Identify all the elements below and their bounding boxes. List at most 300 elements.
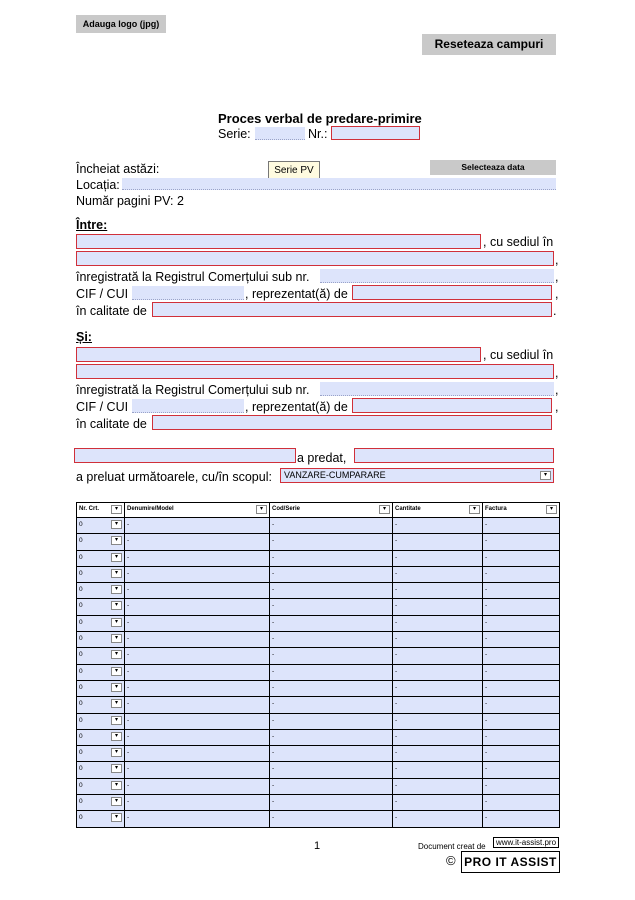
cell-value: - bbox=[272, 667, 275, 675]
table-row bbox=[77, 729, 560, 745]
cell-value: - bbox=[127, 586, 130, 594]
cell-factura[interactable] bbox=[483, 566, 560, 582]
header-cantitate[interactable] bbox=[393, 503, 483, 518]
cell-cod-serie[interactable] bbox=[270, 583, 393, 599]
chevron-down-icon[interactable]: ▾ bbox=[111, 634, 122, 643]
cell-value: - bbox=[485, 781, 488, 789]
table-row bbox=[77, 550, 560, 566]
add-logo-button[interactable]: Adauga logo (jpg) bbox=[76, 15, 166, 33]
party2-reprezentant-field[interactable] bbox=[352, 398, 552, 413]
cell-cod-serie[interactable] bbox=[270, 615, 393, 631]
nr-label: Nr.: bbox=[308, 127, 328, 141]
locatia-label: Locația: bbox=[76, 178, 120, 192]
cell-value: - bbox=[127, 749, 130, 757]
party1-cif-label: CIF / CUI bbox=[76, 287, 129, 301]
chevron-down-icon[interactable]: ▾ bbox=[111, 505, 122, 514]
cell-value: - bbox=[485, 814, 488, 822]
cell-denumire[interactable] bbox=[125, 746, 270, 762]
cell-cantitate[interactable] bbox=[393, 697, 483, 713]
reset-fields-button[interactable]: Reseteaza campuri bbox=[422, 34, 556, 55]
cell-value: - bbox=[395, 521, 398, 528]
table-row bbox=[77, 518, 560, 534]
party1-calitate-field[interactable] bbox=[152, 302, 552, 317]
cell-factura[interactable] bbox=[483, 664, 560, 680]
chevron-down-icon[interactable]: ▾ bbox=[546, 505, 557, 514]
cell-value: 0 bbox=[79, 667, 83, 675]
serie-pv-tooltip: Serie PV bbox=[268, 161, 320, 180]
cell-value: - bbox=[395, 700, 398, 708]
cell-denumire[interactable] bbox=[125, 729, 270, 745]
cell-value: - bbox=[395, 814, 398, 822]
cell-factura[interactable] bbox=[483, 746, 560, 762]
cell-value: - bbox=[127, 765, 130, 773]
select-date-button[interactable]: Selecteaza data bbox=[430, 160, 556, 175]
party2-reprezentat-label: , reprezentat(ă) de bbox=[245, 400, 348, 414]
cell-value: - bbox=[395, 667, 398, 675]
cell-cod-serie[interactable] bbox=[270, 729, 393, 745]
cell-denumire[interactable] bbox=[125, 811, 270, 827]
cell-factura[interactable] bbox=[483, 713, 560, 729]
cell-value: - bbox=[272, 781, 275, 789]
cell-value: - bbox=[395, 781, 398, 789]
cell-value: - bbox=[485, 553, 488, 561]
cell-factura[interactable] bbox=[483, 599, 560, 615]
cell-cod-serie[interactable] bbox=[270, 795, 393, 811]
chevron-down-icon[interactable]: ▾ bbox=[379, 505, 390, 514]
cell-value: 0 bbox=[79, 586, 83, 594]
cell-cod-serie[interactable] bbox=[270, 648, 393, 664]
table-row bbox=[77, 680, 560, 696]
cell-value: - bbox=[272, 618, 275, 626]
cell-cantitate[interactable] bbox=[393, 599, 483, 615]
cell-denumire[interactable] bbox=[125, 664, 270, 680]
cell-value: - bbox=[127, 602, 130, 610]
cell-denumire[interactable] bbox=[125, 713, 270, 729]
party1-reprezentant-comma: , bbox=[555, 287, 559, 301]
chevron-down-icon[interactable]: ▾ bbox=[111, 716, 122, 725]
party2-name-field[interactable] bbox=[76, 347, 481, 362]
cell-value: 0 bbox=[79, 732, 83, 740]
party2-cif-label: CIF / CUI bbox=[76, 400, 129, 414]
cell-value: 0 bbox=[79, 635, 83, 643]
cell-nr-crt[interactable] bbox=[77, 746, 125, 762]
cell-value: - bbox=[272, 749, 275, 757]
cell-cantitate[interactable] bbox=[393, 811, 483, 827]
cell-value: - bbox=[127, 667, 130, 675]
header-label: Denumire/Model bbox=[127, 506, 174, 512]
party2-sediu-label: , cu sediul în bbox=[483, 348, 554, 362]
cell-cantitate[interactable] bbox=[393, 632, 483, 648]
cell-value: - bbox=[485, 537, 488, 545]
cell-value: - bbox=[395, 651, 398, 659]
cell-value: - bbox=[395, 569, 398, 577]
table-row bbox=[77, 811, 560, 827]
cell-factura[interactable] bbox=[483, 550, 560, 566]
si-heading: Și: bbox=[76, 330, 92, 344]
cell-factura[interactable] bbox=[483, 615, 560, 631]
cell-value: - bbox=[127, 798, 130, 806]
party1-reprezentant-field[interactable] bbox=[352, 285, 552, 300]
cell-cantitate[interactable] bbox=[393, 713, 483, 729]
chevron-down-icon[interactable]: ▾ bbox=[111, 781, 122, 790]
serie-field[interactable] bbox=[255, 127, 305, 140]
cell-value: - bbox=[485, 586, 488, 594]
chevron-down-icon[interactable]: ▾ bbox=[111, 536, 122, 545]
cell-value: 0 bbox=[79, 602, 83, 610]
cell-value: - bbox=[395, 586, 398, 594]
cell-value: 0 bbox=[79, 651, 83, 659]
cell-value: - bbox=[485, 765, 488, 773]
chevron-down-icon[interactable]: ▾ bbox=[111, 618, 122, 627]
cell-nr-crt[interactable] bbox=[77, 729, 125, 745]
chevron-down-icon[interactable]: ▾ bbox=[111, 667, 122, 676]
cell-value: 0 bbox=[79, 716, 83, 724]
party1-sediu-label: , cu sediul în bbox=[483, 235, 554, 249]
cell-factura[interactable] bbox=[483, 697, 560, 713]
cell-value: - bbox=[127, 700, 130, 708]
preluat-label: a preluat următoarele, cu/în scopul: bbox=[76, 470, 272, 484]
cell-value: - bbox=[127, 683, 130, 691]
cell-nr-crt[interactable] bbox=[77, 583, 125, 599]
chevron-down-icon[interactable]: ▾ bbox=[256, 505, 267, 514]
party1-calitate-dot: . bbox=[553, 304, 557, 318]
cell-factura[interactable] bbox=[483, 795, 560, 811]
cell-cantitate[interactable] bbox=[393, 746, 483, 762]
cell-value: - bbox=[127, 635, 130, 643]
chevron-down-icon[interactable]: ▾ bbox=[111, 797, 122, 806]
cell-nr-crt[interactable] bbox=[77, 664, 125, 680]
cell-denumire[interactable] bbox=[125, 566, 270, 582]
cell-value: - bbox=[395, 716, 398, 724]
cell-cod-serie[interactable] bbox=[270, 566, 393, 582]
cell-value: 0 bbox=[79, 700, 83, 708]
party2-cif-field[interactable] bbox=[132, 399, 244, 413]
items-table bbox=[76, 502, 560, 828]
cell-nr-crt[interactable] bbox=[77, 566, 125, 582]
cell-cantitate[interactable] bbox=[393, 778, 483, 794]
header-nr-crt[interactable] bbox=[77, 503, 125, 518]
cell-denumire[interactable] bbox=[125, 534, 270, 550]
cell-value: 0 bbox=[79, 537, 83, 545]
cell-denumire[interactable] bbox=[125, 795, 270, 811]
cell-value: - bbox=[127, 553, 130, 561]
cell-value: - bbox=[395, 765, 398, 773]
cell-factura[interactable] bbox=[483, 762, 560, 778]
cell-value: 0 bbox=[79, 765, 83, 773]
party1-address-comma: , bbox=[555, 253, 559, 267]
cell-denumire[interactable] bbox=[125, 599, 270, 615]
table-row bbox=[77, 632, 560, 648]
party2-reprezentant-comma: , bbox=[555, 400, 559, 414]
pro-it-assist-logo: PRO IT ASSIST bbox=[461, 851, 560, 873]
chevron-down-icon[interactable]: ▾ bbox=[111, 569, 122, 578]
cell-factura[interactable] bbox=[483, 632, 560, 648]
cell-value: - bbox=[485, 732, 488, 740]
party1-address-field[interactable] bbox=[76, 251, 554, 266]
header-label: Factura bbox=[485, 506, 507, 512]
cell-value: 0 bbox=[79, 781, 83, 789]
cell-cod-serie[interactable] bbox=[270, 550, 393, 566]
cell-value: - bbox=[485, 700, 488, 708]
page-number: 1 bbox=[314, 840, 321, 852]
party1-calitate-label: în calitate de bbox=[76, 304, 147, 318]
cell-value: - bbox=[395, 732, 398, 740]
cell-cantitate[interactable] bbox=[393, 583, 483, 599]
cell-value: - bbox=[485, 521, 488, 528]
cell-value: - bbox=[485, 749, 488, 757]
cell-value: - bbox=[272, 553, 275, 561]
cell-cod-serie[interactable] bbox=[270, 762, 393, 778]
pagini-label: Număr pagini PV: 2 bbox=[76, 194, 184, 208]
predat-label: a predat, bbox=[297, 451, 347, 465]
party1-cif-field[interactable] bbox=[132, 286, 244, 300]
cell-value: - bbox=[395, 798, 398, 806]
cell-factura[interactable] bbox=[483, 811, 560, 827]
cell-factura[interactable] bbox=[483, 729, 560, 745]
cell-denumire[interactable] bbox=[125, 648, 270, 664]
chevron-down-icon[interactable]: ▾ bbox=[111, 520, 122, 529]
cell-value: 0 bbox=[79, 618, 83, 626]
cell-cod-serie[interactable] bbox=[270, 746, 393, 762]
cell-cantitate[interactable] bbox=[393, 762, 483, 778]
table-header-row bbox=[77, 503, 560, 518]
chevron-down-icon[interactable]: ▾ bbox=[111, 553, 122, 562]
table-row bbox=[77, 583, 560, 599]
cell-value: - bbox=[272, 683, 275, 691]
table-row bbox=[77, 746, 560, 762]
cell-value: - bbox=[485, 618, 488, 626]
cell-cantitate[interactable] bbox=[393, 680, 483, 696]
cell-cantitate[interactable] bbox=[393, 795, 483, 811]
cell-cantitate[interactable] bbox=[393, 550, 483, 566]
cell-factura[interactable] bbox=[483, 778, 560, 794]
cell-value: - bbox=[272, 716, 275, 724]
table-row bbox=[77, 664, 560, 680]
party2-address-field[interactable] bbox=[76, 364, 554, 379]
created-by-label: Document creat de bbox=[418, 842, 486, 851]
cell-denumire[interactable] bbox=[125, 762, 270, 778]
cell-value: - bbox=[272, 586, 275, 594]
cell-denumire[interactable] bbox=[125, 632, 270, 648]
cell-value: - bbox=[127, 618, 130, 626]
party1-name-field[interactable] bbox=[76, 234, 481, 249]
cell-value: - bbox=[395, 602, 398, 610]
party2-registru-field[interactable] bbox=[320, 382, 554, 396]
cell-value: 0 bbox=[79, 814, 83, 822]
party2-registru-comma: , bbox=[555, 383, 559, 397]
cell-value: - bbox=[272, 569, 275, 577]
cell-nr-crt[interactable] bbox=[77, 778, 125, 794]
chevron-down-icon[interactable]: ▾ bbox=[111, 748, 122, 757]
cell-value: - bbox=[395, 635, 398, 643]
table-row bbox=[77, 648, 560, 664]
cell-value: - bbox=[127, 814, 130, 822]
chevron-down-icon[interactable]: ▾ bbox=[469, 505, 480, 514]
cell-factura[interactable] bbox=[483, 518, 560, 534]
cell-value: - bbox=[485, 635, 488, 643]
cell-nr-crt[interactable] bbox=[77, 648, 125, 664]
cell-value: - bbox=[272, 700, 275, 708]
scope-value: VANZARE-CUMPARARE bbox=[284, 470, 386, 480]
cell-cod-serie[interactable] bbox=[270, 518, 393, 534]
cell-value: 0 bbox=[79, 569, 83, 577]
cell-value: - bbox=[272, 651, 275, 659]
cell-cod-serie[interactable] bbox=[270, 778, 393, 794]
website-link[interactable]: www.it-assist.pro bbox=[493, 837, 559, 848]
cell-value: - bbox=[272, 798, 275, 806]
cell-nr-crt[interactable] bbox=[77, 632, 125, 648]
cell-nr-crt[interactable] bbox=[77, 680, 125, 696]
party1-reprezentat-label: , reprezentat(ă) de bbox=[245, 287, 348, 301]
cell-cod-serie[interactable] bbox=[270, 697, 393, 713]
cell-nr-crt[interactable] bbox=[77, 811, 125, 827]
nr-field[interactable] bbox=[331, 126, 420, 140]
cell-cod-serie[interactable] bbox=[270, 632, 393, 648]
party2-registru-label: înregistrată la Registrul Comerțului sub nr. bbox=[76, 383, 310, 397]
party1-registru-label: înregistrată la Registrul Comerțului sub nr. bbox=[76, 270, 310, 284]
header-cod-serie[interactable] bbox=[270, 503, 393, 518]
chevron-down-icon[interactable]: ▾ bbox=[111, 813, 122, 822]
cell-nr-crt[interactable] bbox=[77, 762, 125, 778]
cell-cod-serie[interactable] bbox=[270, 811, 393, 827]
cell-value: 0 bbox=[79, 553, 83, 561]
cell-nr-crt[interactable] bbox=[77, 615, 125, 631]
cell-factura[interactable] bbox=[483, 648, 560, 664]
party1-registru-field[interactable] bbox=[320, 269, 554, 283]
cell-denumire[interactable] bbox=[125, 583, 270, 599]
cell-value: - bbox=[272, 765, 275, 773]
cell-value: - bbox=[272, 537, 275, 545]
cell-value: - bbox=[395, 618, 398, 626]
chevron-down-icon[interactable]: ▾ bbox=[111, 650, 122, 659]
cell-denumire[interactable] bbox=[125, 615, 270, 631]
locatia-field[interactable] bbox=[122, 178, 556, 190]
cell-nr-crt[interactable] bbox=[77, 599, 125, 615]
cell-factura[interactable] bbox=[483, 583, 560, 599]
header-label: Nr. Crt. bbox=[79, 506, 100, 512]
table-row bbox=[77, 778, 560, 794]
cell-value: - bbox=[272, 521, 275, 528]
cell-value: - bbox=[127, 651, 130, 659]
cell-value: 0 bbox=[79, 749, 83, 757]
party1-registru-comma: , bbox=[555, 270, 559, 284]
cell-value: - bbox=[272, 635, 275, 643]
cell-cantitate[interactable] bbox=[393, 534, 483, 550]
table-row bbox=[77, 534, 560, 550]
serie-label: Serie: bbox=[218, 127, 251, 141]
table-row bbox=[77, 599, 560, 615]
cell-value: 0 bbox=[79, 798, 83, 806]
cell-value: - bbox=[272, 602, 275, 610]
cell-value: - bbox=[127, 716, 130, 724]
table-row bbox=[77, 566, 560, 582]
cell-denumire[interactable] bbox=[125, 778, 270, 794]
chevron-down-icon[interactable]: ▾ bbox=[111, 683, 122, 692]
cell-value: - bbox=[127, 732, 130, 740]
cell-denumire[interactable] bbox=[125, 550, 270, 566]
intre-heading: Între: bbox=[76, 218, 108, 232]
cell-nr-crt[interactable] bbox=[77, 550, 125, 566]
cell-cod-serie[interactable] bbox=[270, 680, 393, 696]
chevron-down-icon[interactable]: ▾ bbox=[540, 471, 551, 480]
party2-address-comma: , bbox=[555, 366, 559, 380]
cell-cantitate[interactable] bbox=[393, 566, 483, 582]
cell-factura[interactable] bbox=[483, 534, 560, 550]
cell-value: - bbox=[485, 651, 488, 659]
cell-cantitate[interactable] bbox=[393, 664, 483, 680]
chevron-down-icon[interactable]: ▾ bbox=[111, 732, 122, 741]
cell-cantitate[interactable] bbox=[393, 729, 483, 745]
cell-cantitate[interactable] bbox=[393, 648, 483, 664]
cell-cod-serie[interactable] bbox=[270, 599, 393, 615]
scope-select[interactable] bbox=[280, 468, 554, 483]
cell-value: - bbox=[272, 814, 275, 822]
cell-cantitate[interactable] bbox=[393, 615, 483, 631]
cell-denumire[interactable] bbox=[125, 697, 270, 713]
table-row bbox=[77, 615, 560, 631]
cell-denumire[interactable] bbox=[125, 518, 270, 534]
cell-cod-serie[interactable] bbox=[270, 534, 393, 550]
cell-value: - bbox=[395, 553, 398, 561]
cell-nr-crt[interactable] bbox=[77, 713, 125, 729]
document-title: Proces verbal de predare-primire bbox=[218, 111, 422, 126]
chevron-down-icon[interactable]: ▾ bbox=[111, 601, 122, 610]
chevron-down-icon[interactable]: ▾ bbox=[111, 699, 122, 708]
cell-value: - bbox=[395, 537, 398, 545]
table-row bbox=[77, 713, 560, 729]
preluat-by-field[interactable] bbox=[354, 448, 554, 463]
incheiat-label: Încheiat astăzi: bbox=[76, 162, 160, 176]
cell-cod-serie[interactable] bbox=[270, 713, 393, 729]
cell-value: - bbox=[127, 781, 130, 789]
cell-value: - bbox=[485, 798, 488, 806]
cell-value: - bbox=[485, 683, 488, 691]
cell-nr-crt[interactable] bbox=[77, 518, 125, 534]
cell-cod-serie[interactable] bbox=[270, 664, 393, 680]
chevron-down-icon[interactable]: ▾ bbox=[111, 764, 122, 773]
party2-calitate-field[interactable] bbox=[152, 415, 552, 430]
party2-calitate-label: în calitate de bbox=[76, 417, 147, 431]
cell-value: 0 bbox=[79, 521, 83, 528]
cell-nr-crt[interactable] bbox=[77, 534, 125, 550]
table-row bbox=[77, 697, 560, 713]
cell-value: 0 bbox=[79, 683, 83, 691]
cell-value: - bbox=[485, 602, 488, 610]
header-factura[interactable] bbox=[483, 503, 560, 518]
cell-factura[interactable] bbox=[483, 680, 560, 696]
chevron-down-icon[interactable]: ▾ bbox=[111, 585, 122, 594]
header-label: Cod/Serie bbox=[272, 506, 301, 512]
cell-value: - bbox=[127, 521, 130, 528]
copyright-symbol: © bbox=[446, 853, 456, 868]
cell-value: - bbox=[272, 732, 275, 740]
cell-value: - bbox=[127, 569, 130, 577]
predat-by-field[interactable] bbox=[74, 448, 296, 463]
cell-value: - bbox=[127, 537, 130, 545]
table-row bbox=[77, 795, 560, 811]
cell-denumire[interactable] bbox=[125, 680, 270, 696]
cell-nr-crt[interactable] bbox=[77, 697, 125, 713]
cell-value: - bbox=[485, 716, 488, 724]
cell-value: - bbox=[485, 667, 488, 675]
header-label: Cantitate bbox=[395, 506, 421, 512]
cell-nr-crt[interactable] bbox=[77, 795, 125, 811]
cell-value: - bbox=[485, 569, 488, 577]
cell-value: - bbox=[395, 749, 398, 757]
table-row bbox=[77, 762, 560, 778]
cell-cantitate[interactable] bbox=[393, 518, 483, 534]
header-denumire[interactable] bbox=[125, 503, 270, 518]
